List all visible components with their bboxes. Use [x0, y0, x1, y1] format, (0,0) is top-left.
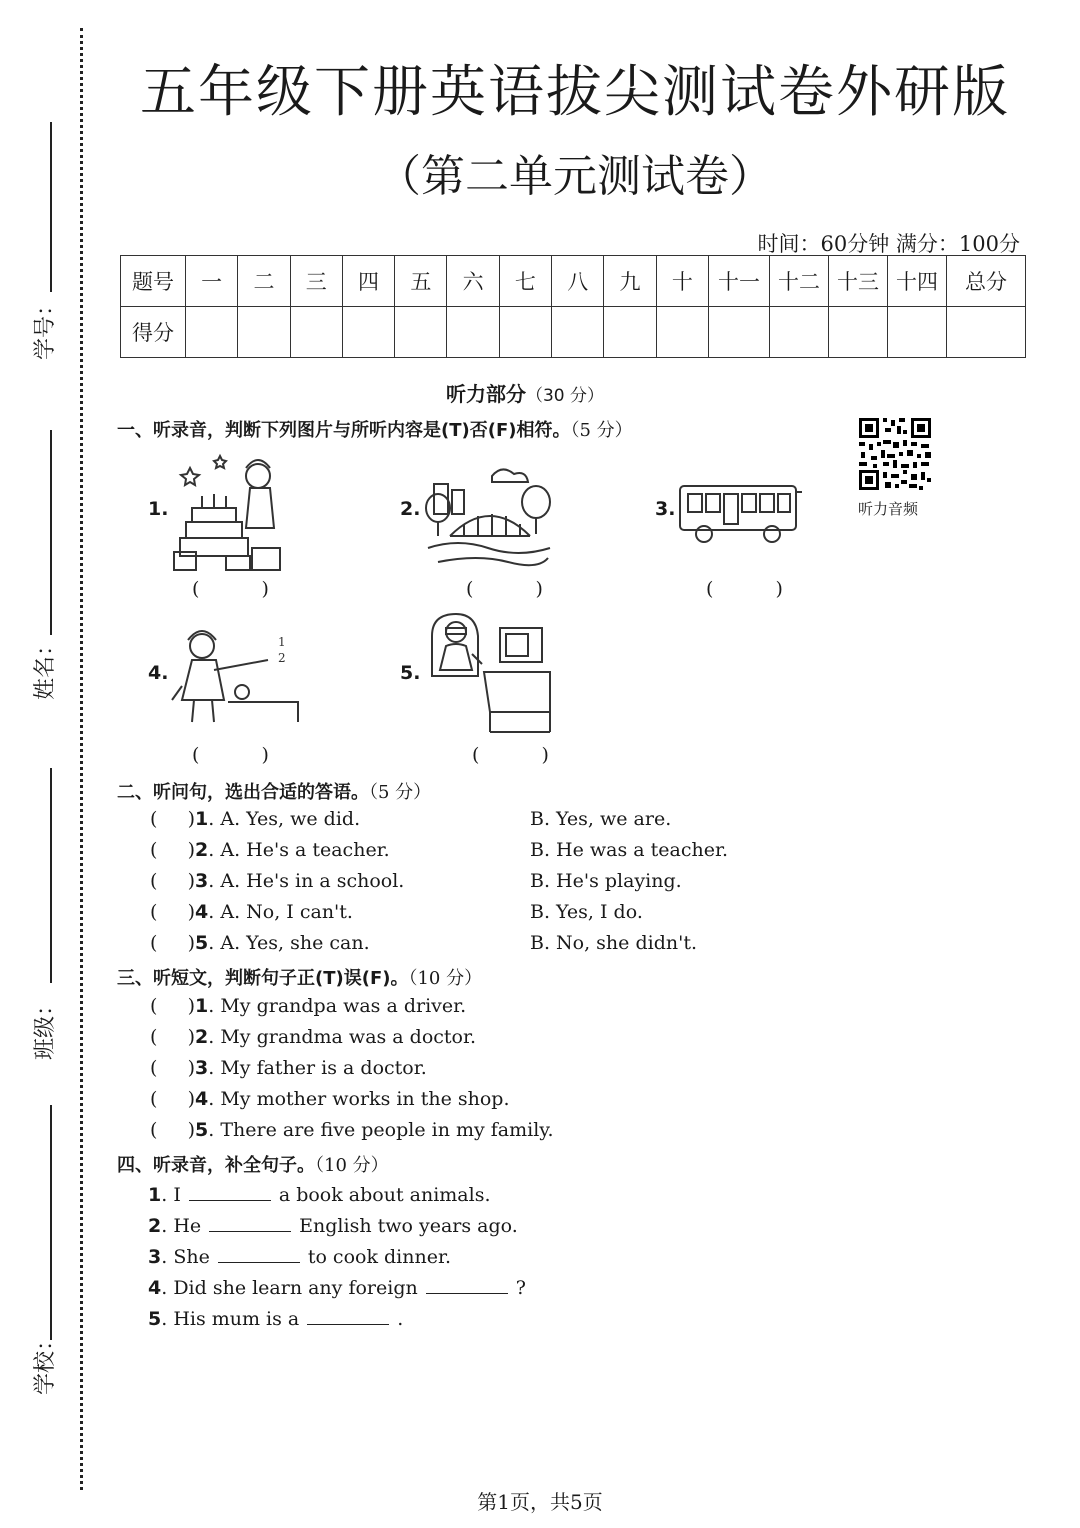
class-label: 班级： [33, 993, 58, 1060]
option-a: A. He's a teacher. [220, 839, 390, 861]
header-cell: 十三 [829, 256, 888, 307]
name-label: 姓名： [33, 633, 58, 700]
sentence-end: English two years ago. [299, 1215, 518, 1237]
section3-question-row [150, 1088, 510, 1110]
birthday-cake-icon [170, 448, 290, 573]
question-number: 4 [148, 1277, 162, 1299]
option-a: A. He's in a school. [220, 870, 405, 892]
option-b: B. Yes, we are. [530, 808, 672, 830]
question-number: 4 [195, 1088, 209, 1110]
section2-question-row: ( )1. A. Yes, we did. [150, 808, 361, 830]
question-number: 5 [195, 1119, 209, 1141]
sentence-start: . I [161, 1184, 181, 1206]
sentence-end: a book about animals. [278, 1184, 491, 1206]
answer-parentheses[interactable]: ( ) [150, 1026, 196, 1048]
teacher-blackboard-icon [168, 626, 300, 726]
header-cell: 十一 [709, 256, 770, 307]
picture-item-number: 5. [400, 662, 421, 684]
header-cell: 六 [447, 256, 499, 307]
header-cell: 十四 [888, 256, 947, 307]
fill-blank-row [148, 1182, 490, 1206]
class-line [50, 768, 52, 983]
section2-question-row: ( )3. A. He's in a school. [150, 870, 405, 892]
question-number: 5 [148, 1308, 162, 1330]
score-table-header-row [121, 256, 1026, 307]
question-number: 4 [195, 901, 209, 923]
answer-parentheses[interactable]: ( ) [150, 932, 196, 954]
answer-parentheses[interactable]: ( ) [192, 578, 297, 600]
exam-info: 时间：60分钟 满分：100分 [757, 232, 1020, 256]
option-a: A. Yes, we did. [220, 808, 361, 830]
question-number: 3 [148, 1246, 162, 1268]
answer-parentheses[interactable]: ( ) [150, 839, 196, 861]
score-cell[interactable] [656, 307, 708, 358]
statement-text: . My grandma was a doctor. [208, 1026, 477, 1048]
answer-parentheses[interactable]: ( ) [150, 870, 196, 892]
picture-item-number: 3. [655, 498, 676, 520]
score-cell[interactable] [888, 307, 947, 358]
school-label: 学校： [33, 1328, 58, 1395]
question-number: 2 [195, 839, 209, 861]
section2-question-row: ( )2. A. He's a teacher. [150, 839, 390, 861]
header-cell: 五 [395, 256, 447, 307]
statement-text: . My mother works in the shop. [208, 1088, 510, 1110]
question-number: 1 [148, 1184, 162, 1206]
option-b: B. No, she didn't. [530, 932, 697, 954]
sentence-end: . [397, 1308, 404, 1330]
section3-question-row [150, 995, 466, 1017]
answer-parentheses[interactable]: ( ) [706, 578, 811, 600]
option-a: A. No, I can't. [220, 901, 353, 923]
sentence-end: to cook dinner. [307, 1246, 451, 1268]
svg-text:2: 2 [278, 651, 286, 665]
qr-code-icon[interactable] [857, 416, 933, 492]
score-cell[interactable] [709, 307, 770, 358]
section2-question-row: ( )5. A. Yes, she can. [150, 932, 370, 954]
score-table-score-row [121, 307, 1026, 358]
header-cell: 题号 [121, 256, 186, 307]
header-cell: 八 [552, 256, 604, 307]
answer-blank[interactable] [218, 1244, 300, 1263]
score-cell[interactable] [447, 307, 499, 358]
bus-icon [676, 480, 804, 546]
sentence-start: . She [161, 1246, 210, 1268]
question-number: 1 [195, 808, 209, 830]
sentence-end: ? [515, 1277, 526, 1299]
park-bridge-icon [422, 462, 557, 572]
question-number: 5 [195, 932, 209, 954]
answer-parentheses[interactable]: ( ) [150, 808, 196, 830]
option-b: B. He was a teacher. [530, 839, 729, 861]
answer-parentheses[interactable]: ( ) [472, 744, 577, 766]
header-cell: 十二 [770, 256, 829, 307]
question-number: 3 [195, 1057, 209, 1079]
section4-title [117, 1151, 389, 1177]
picture-item-number: 2. [400, 498, 421, 520]
header-cell: 七 [499, 256, 551, 307]
section3-points: （10 分） [408, 968, 483, 989]
name-line [50, 430, 52, 635]
score-cell[interactable] [290, 307, 342, 358]
page-footer: 第1页，共5页 [477, 1490, 603, 1514]
sentence-start: . He [161, 1215, 202, 1237]
answer-parentheses[interactable]: ( ) [150, 1119, 196, 1141]
picture-item-number: 1. [148, 498, 169, 520]
qr-label: 听力音频 [858, 500, 919, 518]
score-table [120, 255, 1026, 358]
score-cell[interactable] [499, 307, 551, 358]
score-cell[interactable] [947, 307, 1026, 358]
score-cell[interactable] [342, 307, 394, 358]
sentence-start: . Did she learn any foreign [161, 1277, 418, 1299]
answer-parentheses[interactable]: ( ) [192, 744, 297, 766]
header-cell: 二 [238, 256, 290, 307]
statement-text: . There are five people in my family. [208, 1119, 554, 1141]
binding-dashed-line [80, 28, 83, 1490]
option-b: B. Yes, I do. [530, 901, 643, 923]
page-title: 五年级下册英语拔尖测试卷外研版 [140, 60, 1010, 125]
section3-question-row [150, 1057, 427, 1079]
header-cell: 十 [656, 256, 708, 307]
score-cell[interactable] [395, 307, 447, 358]
statement-text: . My grandpa was a driver. [208, 995, 467, 1017]
score-cell[interactable] [186, 307, 238, 358]
answer-parentheses[interactable]: ( ) [150, 901, 196, 923]
answer-parentheses[interactable]: ( ) [466, 578, 571, 600]
header-cell: 四 [342, 256, 394, 307]
student-id-label: 学号： [33, 293, 58, 360]
sentence-start: . His mum is a [161, 1308, 300, 1330]
section4-title-text: 四、听录音，补全句子。 [117, 1155, 315, 1176]
option-b: B. He's playing. [530, 870, 682, 892]
section1-title-text: 一、听录音，判断下列图片与所听内容是(T)否(F)相符。 [117, 420, 571, 441]
section2-points: （5 分） [369, 782, 432, 803]
header-cell: 三 [290, 256, 342, 307]
answer-parentheses[interactable]: ( ) [150, 1057, 196, 1079]
section1-points: （5 分） [570, 420, 633, 441]
picture-item-number: 4. [148, 662, 169, 684]
section1-title [117, 416, 633, 442]
question-number: 2 [148, 1215, 162, 1237]
section3-question-row [150, 1119, 554, 1141]
section3-question-row [150, 1026, 476, 1048]
score-cell[interactable] [829, 307, 888, 358]
answer-blank[interactable] [426, 1275, 508, 1294]
score-cell[interactable] [238, 307, 290, 358]
question-number: 3 [195, 870, 209, 892]
question-number: 2 [195, 1026, 209, 1048]
option-a: A. Yes, she can. [220, 932, 370, 954]
header-cell: 总分 [947, 256, 1026, 307]
fill-blank-row [148, 1213, 518, 1237]
svg-text:1: 1 [278, 635, 286, 649]
score-cell[interactable] [770, 307, 829, 358]
section2-title [117, 778, 431, 804]
section4-points: （10 分） [315, 1155, 389, 1176]
listening-heading [0, 378, 1050, 407]
boy-computer-icon [424, 606, 552, 736]
answer-blank[interactable] [307, 1306, 389, 1325]
section2-title-text: 二、听问句，选出合适的答语。 [117, 782, 369, 803]
school-line [50, 1105, 52, 1340]
header-cell: 一 [186, 256, 238, 307]
header-cell: 九 [604, 256, 656, 307]
score-cell[interactable] [604, 307, 656, 358]
listening-heading-text: 听力部分 [445, 382, 526, 406]
listening-points: （30 分） [525, 386, 605, 406]
fill-blank-row [148, 1275, 526, 1299]
answer-parentheses[interactable]: ( ) [150, 1088, 196, 1110]
fill-blank-row [148, 1244, 451, 1268]
answer-parentheses[interactable]: ( ) [150, 995, 196, 1017]
statement-text: . My father is a doctor. [208, 1057, 427, 1079]
score-cell[interactable] [552, 307, 604, 358]
section2-question-row: ( )4. A. No, I can't. [150, 901, 353, 923]
section3-title-text: 三、听短文，判断句子正(T)误(F)。 [117, 968, 409, 989]
page-subtitle: （第二单元测试卷） [377, 151, 773, 202]
answer-blank[interactable] [209, 1213, 291, 1232]
answer-blank[interactable] [189, 1182, 271, 1201]
row-label-cell: 得分 [121, 307, 186, 358]
section3-title [117, 964, 482, 990]
question-number: 1 [195, 995, 209, 1017]
fill-blank-row [148, 1306, 403, 1330]
